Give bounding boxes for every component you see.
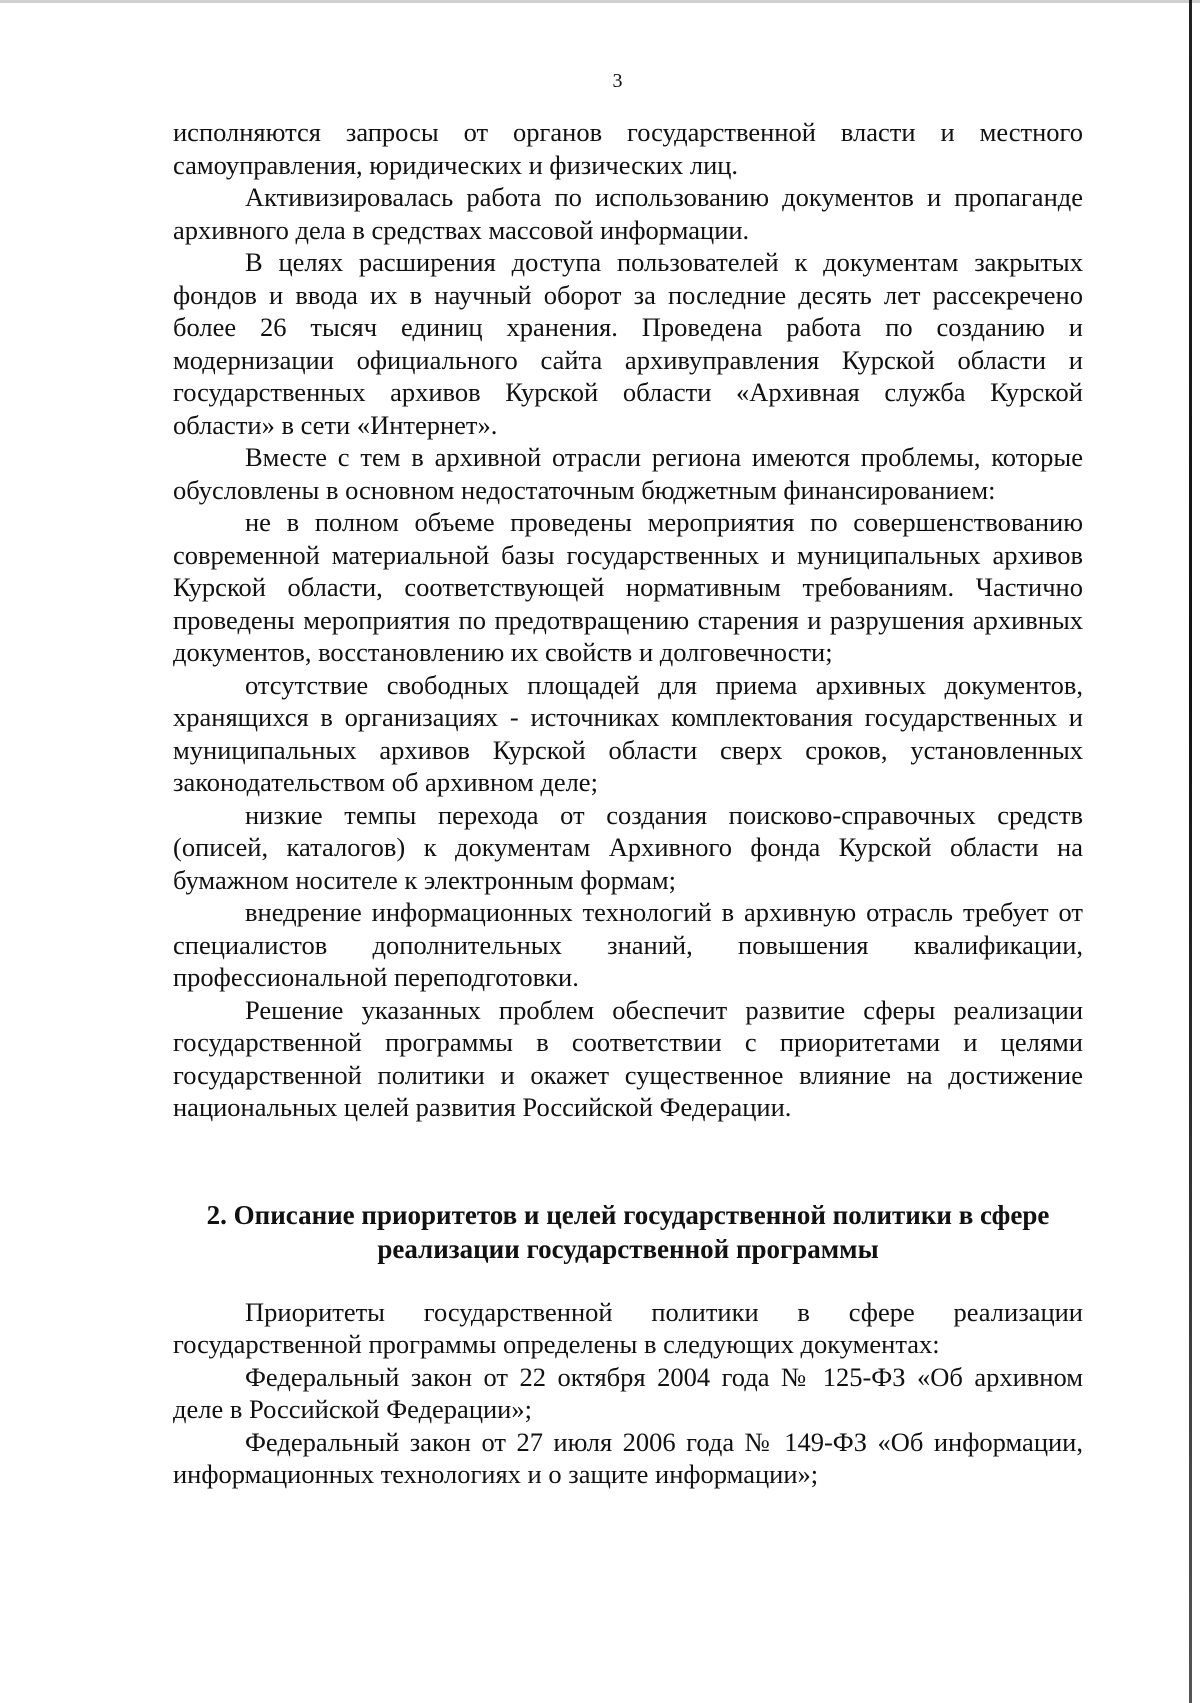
paragraph: Решение указанных проблем обеспечит развитие сферы реализации государственной программы в соответствии с приоритетами и целями государственной политики и окажет существенное влияние на достижение национальных целей развития Российской Федерации. [173,994,1083,1122]
paragraph: Активизировалась работа по использованию документов и пропаганде архивного дела в средствах массовой информации. [173,182,1083,245]
paragraph: Федеральный закон от 27 июля 2006 года № 149-ФЗ «Об информации, информационных технологиях и о защите информации»; [173,1426,1083,1489]
paragraph: внедрение информационных технологий в архивную отрасль требует от специалистов дополнительных знаний, повышения квалификации, профессиональной переподготовки. [173,897,1083,992]
paragraph: Вместе с тем в архивной отрасли региона имеются проблемы, которые обусловлены в основном недостаточным бюджетным финансированием: [173,442,1083,505]
paragraph: Федеральный закон от 22 октября 2004 года № 125-ФЗ «Об архивном деле в Российской Федерации»; [173,1361,1083,1424]
page-number: 3 [612,70,623,92]
paragraph: Приоритеты государственной политики в сфере реализации государственной программы определены в следующих документах: [173,1296,1083,1359]
scan-edge-top [0,0,1200,3]
paragraph: В целях расширения доступа пользователей к документам закрытых фондов и ввода их в научный оборот за последние десять лет рассекречено более 26 тысяч единиц хранения. Проведена работа по созданию и модернизации официального сайта архивуправления Курской области и государственных архивов Курской области «Архивная служба Курской области» в сети «Интернет». [173,247,1083,440]
section-heading-line-1: 2. Описание приоритетов и целей государственной политики в сфере [206,1199,1050,1230]
section-heading-line-2: реализации государственной программы [377,1233,879,1264]
paragraph: исполняются запросы от органов государственной власти и местного самоуправления, юридических и физических лиц. [173,117,1083,180]
paragraph: отсутствие свободных площадей для приема архивных документов, хранящихся в организациях - источниках комплектования государственных и муниципальных архивов Курской области сверх сроков, установленных законодательством об архивном деле; [173,669,1083,797]
document-body [173,116,1083,1491]
paragraph: не в полном объеме проведены мероприятия по совершенствованию современной материальной базы государственных и муниципальных архивов Курской области, соответствующей нормативным требованиям. Частично проведены мероприятия по предотвращению старения и разрушения архивных документов, восстановлению их свойств и долговечности; [173,507,1083,667]
paragraph: низкие темпы перехода от создания поисково-справочных средств (описей, каталогов) к документам Архивного фонда Курской области на бумажном носителе к электронным формам; [173,799,1083,895]
scan-edge-right [1189,0,1192,1703]
section-heading [173,1198,1083,1266]
